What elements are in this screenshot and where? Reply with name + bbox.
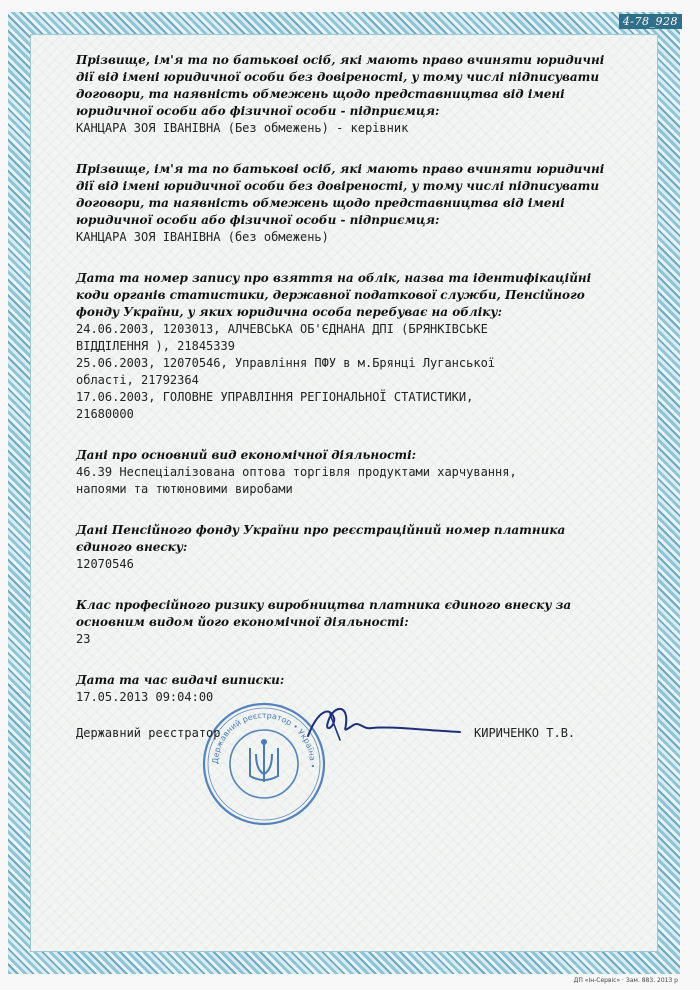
section-authorized-persons-1	[76, 52, 616, 137]
registrar-title: Державний реєстратор	[76, 726, 221, 740]
section-economic-activity	[76, 447, 616, 498]
section-pension-fund-number	[76, 522, 616, 573]
section-risk-class	[76, 597, 616, 648]
section-label: Дата та час видачі виписки:	[76, 673, 285, 687]
serial-code: 4-78_928	[619, 14, 682, 29]
section-registration-records	[76, 270, 616, 423]
section-authorized-persons-2	[76, 161, 616, 246]
stamp-ring-text: Державний реєстратор • Україна •	[210, 710, 318, 769]
section-label: Прізвище, ім'я та по батькові осіб, які мають право вчиняти юридичні дії від імені юридичної особи без довіреності, у тому числі підписувати договори, та наявність обмежень щодо представництва від імені юридичної особи або фізичної особи - підприємця:	[76, 162, 605, 227]
document-content	[76, 52, 616, 730]
section-label: Дані про основний вид економічної діяльності:	[76, 448, 417, 462]
section-label: Дата та номер запису про взяття на облік, назва та ідентифікаційні коди органів статистики, державної податкової служби, Пенсійного фонду України, у яких юридична особа перебуває на обліку:	[76, 271, 592, 319]
printer-footnote: ДП «Ін-Сервіс» · Зам. 883. 2013 р	[573, 977, 678, 984]
section-value: 12070546	[76, 557, 134, 571]
section-value: КАНЦАРА ЗОЯ ІВАНІВНА (без обмежень)	[76, 230, 329, 244]
section-value: 23	[76, 632, 91, 646]
section-label: Прізвище, ім'я та по батькові осіб, які мають право вчиняти юридичні дії від імені юридичної особи без довіреності, у тому числі підписувати договори, та наявність обмежень щодо представництва від імені юридичної особи або фізичної особи - підприємця:	[76, 53, 605, 118]
section-value: 17.05.2013 09:04:00	[76, 690, 214, 704]
section-label: Дані Пенсійного фонду України про реєстраційний номер платника єдиного внеску:	[76, 523, 566, 554]
section-value: 24.06.2003, 1203013, АЛЧЕВСЬКА ОБ'ЄДНАНА ДПІ (БРЯНКІВСЬКЕ ВІДДІЛЕННЯ ), 21845339 25.06.2003, 12070546, Управління ПФУ в м.Брянці Луганської області, 21792364 17.06.2003, ГОЛОВНЕ УПРАВЛІННЯ РЕГІОНАЛЬНОЇ СТАТИСТИКИ, 21680000	[76, 322, 496, 421]
section-value: КАНЦАРА ЗОЯ ІВАНІВНА (Без обмежень) - керівник	[76, 121, 409, 135]
section-label: Клас професійного ризику виробництва платника єдиного внеску за основним видом його економічної діяльності:	[76, 598, 572, 629]
trident-icon	[250, 740, 278, 782]
registrar-name: КИРИЧЕНКО Т.В.	[474, 726, 576, 740]
signature-row	[76, 726, 616, 746]
section-value: 46.39 Неспеціалізована оптова торгівля продуктами харчування, напоями та тютюновими виробами	[76, 465, 517, 496]
